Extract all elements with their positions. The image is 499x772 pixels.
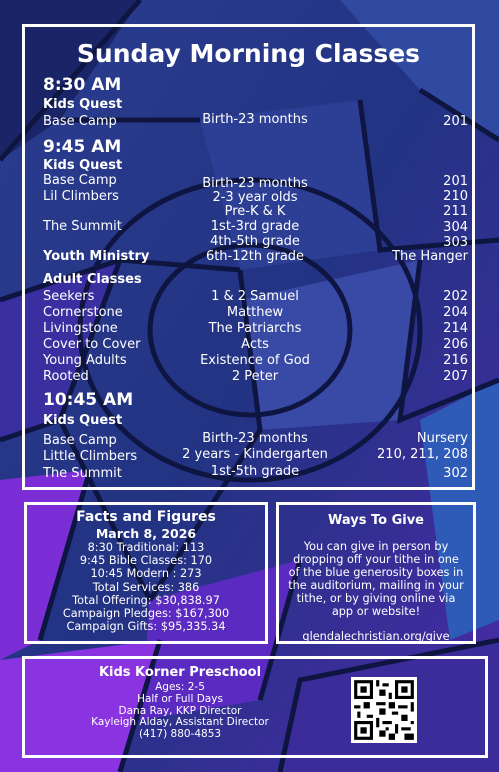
- kkp-line: (417) 880-4853: [138, 728, 222, 741]
- kkp-line: Half or Full Days: [137, 692, 223, 705]
- class-ages: Birth-23 months: [202, 431, 308, 446]
- class-room: 210, 211, 208: [377, 447, 468, 462]
- adult-class-name: Young Adults: [43, 353, 127, 368]
- class-ages: 4th-5th grade: [210, 234, 300, 249]
- adult-class-topic: Existence of God: [200, 353, 310, 368]
- adult-classes-heading: Adult Classes: [43, 272, 142, 287]
- class-name: Little Climbers: [43, 449, 138, 464]
- give-panel: [276, 502, 476, 644]
- classes-panel: [22, 24, 475, 490]
- adult-class-room: 216: [443, 353, 468, 368]
- class-room: 302: [443, 466, 468, 481]
- group-heading-kids-quest: Kids Quest: [43, 97, 123, 112]
- time-heading-1045: 10:45 AM: [43, 390, 134, 410]
- adult-class-name: Rooted: [43, 369, 89, 384]
- adult-class-room: 207: [443, 369, 468, 384]
- facts-line: Total Services: 386: [92, 580, 200, 594]
- page-title: Sunday Morning Classes: [76, 39, 421, 68]
- class-name: The Summit: [43, 219, 122, 234]
- facts-line: Campaign Gifts: $95,335.34: [66, 620, 226, 634]
- time-heading-945: 9:45 AM: [43, 137, 122, 157]
- kkp-line: Dana Ray, KKP Director: [118, 704, 242, 717]
- class-name: Lil Climbers: [43, 189, 119, 204]
- adult-class-topic: 2 Peter: [231, 369, 279, 384]
- class-ages: Birth-23 months: [202, 176, 308, 191]
- adult-class-name: Cover to Cover: [43, 337, 141, 352]
- class-room: 303: [443, 235, 468, 250]
- class-room: 201: [443, 174, 468, 189]
- kkp-title: Kids Korner Preschool: [98, 665, 262, 680]
- kkp-line: Ages: 2-5: [155, 681, 205, 693]
- adult-class-topic: Acts: [241, 337, 269, 352]
- class-room: 210: [443, 189, 468, 204]
- time-heading-830: 8:30 AM: [43, 75, 122, 95]
- class-room: 201: [443, 114, 468, 129]
- class-ages: 2 years - Kindergarten: [182, 447, 328, 462]
- adult-class-topic: 1 & 2 Samuel: [211, 289, 299, 304]
- class-name: Base Camp: [43, 173, 117, 188]
- class-name: Base Camp: [43, 433, 117, 448]
- give-url-link[interactable]: glendalechristian.org/give: [302, 630, 450, 643]
- kkp-panel: [22, 656, 488, 758]
- youth-ministry-room: The Hanger: [392, 249, 468, 264]
- facts-line: 8:30 Traditional: 113: [87, 541, 205, 554]
- give-title: Ways To Give: [327, 513, 424, 528]
- class-room: Nursery: [416, 431, 468, 446]
- class-room: 304: [443, 220, 468, 235]
- youth-ministry-ages: 6th-12th grade: [205, 249, 305, 264]
- adult-class-topic: Matthew: [226, 305, 284, 320]
- give-text: You can give in person by dropping off your tithe in one of the blue generosity boxes in the auditorium, mailing in your tithe, or by giving online via app or website!: [288, 540, 464, 618]
- class-ages: Pre-K & K: [224, 204, 286, 219]
- class-room: 211: [443, 204, 468, 219]
- facts-line: 10:45 Modern : 273: [90, 567, 202, 581]
- class-ages: 1st-5th grade: [210, 464, 300, 479]
- class-ages: Birth-23 months: [202, 112, 308, 127]
- adult-class-name: Livingstone: [43, 321, 118, 336]
- class-ages: 1st-3rd grade: [210, 219, 300, 234]
- adult-class-name: Seekers: [43, 289, 95, 304]
- qr-code-icon[interactable]: [351, 677, 417, 743]
- adult-class-room: 206: [443, 337, 468, 352]
- class-name: The Summit: [43, 466, 122, 481]
- facts-line: Total Offering: $30,838.97: [72, 593, 220, 607]
- adult-class-room: 214: [443, 321, 468, 336]
- group-heading-kids-quest: Kids Quest: [43, 158, 123, 173]
- adult-class-room: 202: [443, 289, 468, 304]
- kkp-line: Kayleigh Alday, Assistant Director: [91, 716, 269, 729]
- youth-ministry-name: Youth Ministry: [43, 249, 150, 264]
- class-ages: 2-3 year olds: [212, 190, 298, 205]
- adult-class-room: 204: [443, 305, 468, 320]
- facts-line: Campaign Pledges: $167,300: [62, 607, 230, 621]
- facts-title: Facts and Figures: [76, 509, 216, 525]
- facts-line: 9:45 Bible Classes: 170: [79, 554, 213, 568]
- adult-class-topic: The Patriarchs: [208, 321, 302, 336]
- adult-class-name: Cornerstone: [43, 305, 123, 320]
- class-name: Base Camp: [43, 114, 117, 129]
- facts-date: March 8, 2026: [95, 526, 197, 541]
- facts-panel: [24, 502, 268, 644]
- group-heading-kids-quest: Kids Quest: [43, 413, 123, 428]
